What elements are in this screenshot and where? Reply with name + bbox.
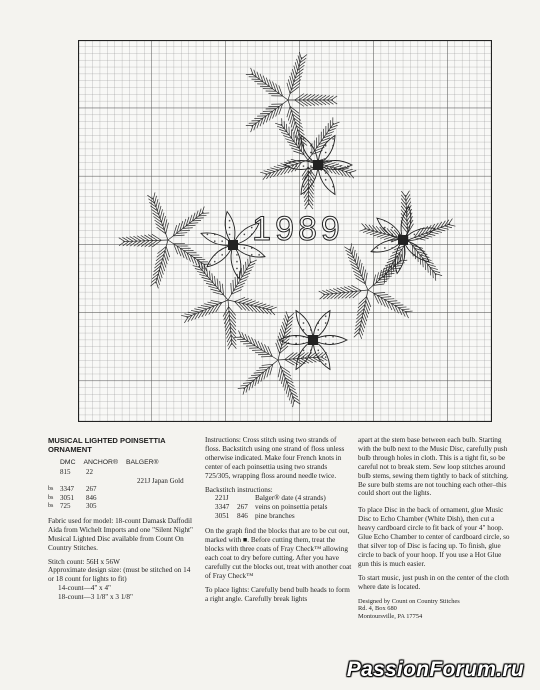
chart-graph	[78, 40, 492, 422]
key-balger: 221J Japan Gold	[136, 476, 184, 485]
key-balger	[120, 468, 190, 477]
fabric-text: Fabric used for model: 18-count Damask Daffodil Aida from Wichelt Imports and one "Silent Night" Musical Lighted Disc available from Count On Country Stitches.	[48, 516, 193, 552]
backstitch-row	[205, 494, 353, 503]
key-mark	[48, 468, 60, 477]
poinsettia-center	[313, 160, 323, 170]
key-header-balger: BALGER®	[125, 459, 159, 466]
key-anchor: 305	[86, 502, 97, 511]
key-row	[48, 477, 198, 486]
backstitch-row	[205, 503, 353, 512]
materials-column	[48, 436, 198, 602]
key-row	[48, 468, 198, 477]
key-header	[48, 459, 198, 468]
bs-code: 3051	[215, 512, 230, 521]
poinsettia-center	[308, 335, 318, 345]
design-size: Approximate design size: (must be stitched on 14 or 18 count for lights to fit)	[48, 566, 191, 584]
disc-text: To place Disc in the back of ornament, glue Music Disc to Echo Chamber (White Dish), then cut a heavy cardboard circle to fit back of your 4" hoop. Glue Echo Chamber to center of cardboard circle, so that silver top of Disc is facing up. To finish, glue circle to back of your hoop. If you use a Hot Glue gun this is much easier.	[358, 506, 510, 568]
key-anchor: 846	[86, 493, 97, 502]
poinsettia-center	[228, 240, 238, 250]
key-mark: bs	[48, 486, 54, 493]
lights-continued-text: apart at the stem base between each bulb. Starting with the bulb next to the Music Disc, carefully push bulb through holes in cloth. This is a tight fit, so be careful not to break stem. Sew loop stitches around bulb stems, sewing them tightly to back of stitching. Be sure bulb stems are not touching each other–this could short out the lights.	[358, 436, 509, 498]
key-dmc: 725	[60, 502, 71, 511]
cross-stitch-chart	[78, 40, 492, 422]
key-balger	[120, 494, 190, 503]
credit-line: Rd. 4, Box 680	[358, 605, 397, 613]
assembly-column	[358, 436, 510, 620]
key-dmc	[58, 477, 81, 486]
key-header-anchor: ANCHOR®	[83, 459, 118, 466]
backstitch-list	[205, 494, 353, 521]
key-dmc: 3051	[60, 493, 74, 502]
size-18: 18-count—3 1/8" x 3 1/8"	[58, 593, 133, 602]
stitch-count: Stitch count: 56H x 56W	[48, 557, 120, 566]
bs-desc: veins on poinsettia petals	[255, 503, 328, 512]
bs-desc: Balger® date (4 strands)	[255, 494, 326, 503]
designer-credit	[358, 598, 510, 621]
size-14: 14-count—4" x 4"	[58, 584, 111, 593]
credit-line: Designed by Count on Country Stitches	[358, 597, 460, 605]
key-anchor: 22	[86, 467, 93, 476]
key-dmc: 815	[60, 467, 71, 476]
bs-anchor	[237, 494, 255, 503]
key-mark: bs	[48, 494, 54, 501]
backstitch-heading: Backstitch instructions:	[205, 485, 273, 494]
music-text: To start music, just push in on the center of the cloth where date is located.	[358, 573, 509, 591]
key-row	[48, 494, 198, 503]
key-balger	[120, 485, 190, 494]
key-row	[48, 485, 198, 494]
key-row	[48, 502, 198, 511]
instructions-text: Instructions: Cross stitch using two strands of floss. Backstitch using one strand of floss unless otherwise indicated. Make four French knots in center of each poinsettia using two strands 725/305, wrapping floss around needle twice.	[205, 436, 345, 480]
bs-desc: pine branches	[255, 512, 295, 521]
watermark: PassionForum.ru	[346, 658, 524, 681]
key-mark: bs	[48, 503, 54, 510]
graph-text: On the graph find the blocks that are to be cut out, marked with ■. Before cutting them, treat the blocks with three coats of Fray Check™ allowing each coat to dry before cutting. After you have carefully cut the blocks out, treat with another coat of Fray Check™	[205, 527, 352, 580]
key-anchor: 267	[86, 485, 97, 494]
lights-text: To place lights: Carefully bend bulb heads to form a right angle. Carefully break lights	[205, 585, 350, 603]
key-dmc: 3347	[60, 485, 74, 494]
key-anchor	[81, 477, 137, 486]
poinsettia-center	[398, 235, 408, 245]
key-mark	[48, 477, 58, 486]
color-key	[48, 468, 198, 511]
bs-code: 3347	[215, 503, 230, 512]
bs-code: 221J	[215, 494, 229, 503]
bs-anchor: 267	[237, 503, 248, 512]
backstitch-row	[205, 512, 353, 521]
ornament-title: MUSICAL LIGHTED POINSETTIA ORNAMENT	[48, 436, 166, 454]
key-balger	[120, 502, 190, 511]
bs-anchor: 846	[237, 512, 248, 521]
instructions-column	[205, 436, 353, 608]
key-header-dmc: DMC	[60, 459, 76, 466]
credit-line: Montoursville, PA 17754	[358, 612, 423, 620]
chart-year-label: 1989	[252, 210, 344, 248]
